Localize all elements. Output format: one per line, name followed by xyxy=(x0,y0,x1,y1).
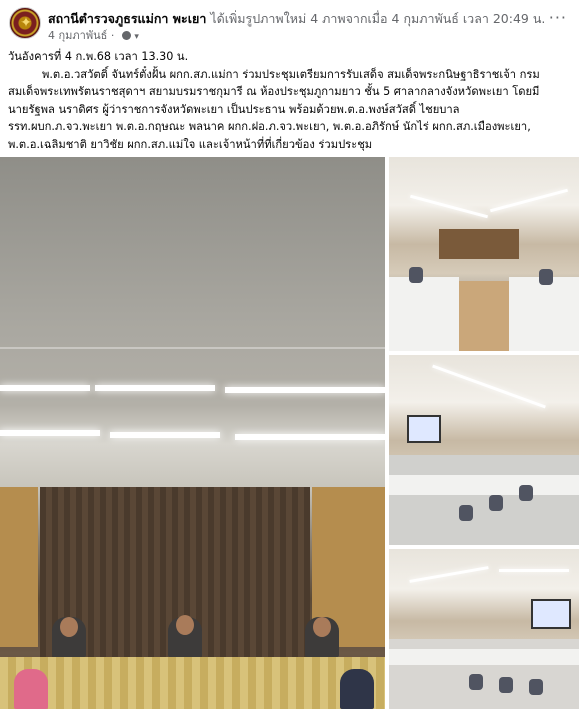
post-text-line: พ.ต.อ.เฉลิมชาติ ยาวิชัย ผกก.สภ.แม่ใจ และเจ้าหน้าที่ที่เกี่ยวข้อง ร่วมประชุม xyxy=(8,137,373,151)
wood-wall-panel xyxy=(0,487,38,647)
chair xyxy=(499,677,513,693)
chair xyxy=(409,267,423,283)
meeting-desk xyxy=(389,649,579,665)
chair xyxy=(489,495,503,511)
post-header xyxy=(0,0,579,44)
chair xyxy=(539,269,553,285)
ceiling-light xyxy=(225,387,385,393)
post-date-link[interactable]: 4 กุมภาพันธ์ xyxy=(48,29,108,42)
police-badge-icon: ✦ xyxy=(20,15,32,31)
ceiling-light xyxy=(490,189,568,213)
attendee-head xyxy=(176,615,194,635)
post-text-line: พ.ต.อ.วสวัตติ์ จันทร์ตั๋งฝั้น ผกก.สภ.แม่กา ร่วมประชุมเตรียมการรับเสด็จ สมเด็จพระกนิษฐาธิราชเจ้า กรม xyxy=(42,67,540,81)
ceiling-light xyxy=(432,365,546,409)
floor xyxy=(389,455,579,545)
ceiling-detail xyxy=(0,347,385,349)
chair xyxy=(529,679,543,695)
projector-screen xyxy=(531,599,571,629)
post-text-line: วันอังคารที่ 4 ก.พ.68 เวลา 13.30 น. xyxy=(8,50,189,63)
photo-grid xyxy=(0,157,579,709)
ceiling-light xyxy=(235,434,385,440)
meeting-desk xyxy=(389,475,579,495)
meeting-desk xyxy=(509,277,579,351)
ceiling-light xyxy=(499,569,569,572)
photo-side-2[interactable] xyxy=(389,355,579,545)
post-action-text: ได้เพิ่มรูปภาพใหม่ 4 ภาพจากเมื่อ 4 กุมภาพันธ์ เวลา 20:49 น. xyxy=(210,11,546,26)
chair xyxy=(459,505,473,521)
attendee xyxy=(340,669,374,709)
meta-separator: · xyxy=(110,29,115,42)
ceiling-light xyxy=(95,385,215,391)
post-meta xyxy=(48,26,139,44)
meeting-desk xyxy=(389,277,459,351)
ceiling-light xyxy=(409,566,488,583)
globe-icon xyxy=(122,31,131,40)
chair xyxy=(469,674,483,690)
head-table xyxy=(0,657,385,709)
page-avatar[interactable] xyxy=(9,7,41,39)
attendee-head xyxy=(60,617,78,637)
page-name-link[interactable]: สถานีตำรวจภูธรแม่กา พะเยา xyxy=(48,11,207,26)
chevron-down-icon[interactable]: ▾ xyxy=(134,32,139,42)
ceiling-light xyxy=(0,385,90,391)
attendee xyxy=(14,669,48,709)
photo-main-meeting-room[interactable] xyxy=(0,157,385,709)
attendee-head xyxy=(313,617,331,637)
post-text-line: นายรัฐพล นราดิศร ผู้ว่าราชการจังหวัดพะเยา เป็นประธาน พร้อมด้วยพ.ต.อ.พงษ์สวัสดิ์ ไชยบาล xyxy=(8,102,460,116)
post-text-line: สมเด็จพระเทพรัตนราชสุดาฯ สยามบรมราชกุมารี ณ ห้องประชุมภูกามยาว ชั้น 5 ศาลากลางจังหวัดพะเยา โดยมี xyxy=(8,85,540,99)
photo-side-3[interactable] xyxy=(389,549,579,709)
post-text-line: รรท.ผบก.ภ.จว.พะเยา พ.ต.อ.กฤษณะ พลนาค ผกก.ฝอ.ภ.จว.พะเยา, พ.ต.อ.อภิรักษ์ นักไร่ ผกก.สภ.เมืองพะเยา, xyxy=(8,120,531,134)
chair xyxy=(519,485,533,501)
projector-screen xyxy=(407,415,441,443)
more-options-button[interactable]: ··· xyxy=(548,8,567,27)
ceiling-light xyxy=(110,432,220,438)
ceiling-light xyxy=(410,195,488,219)
stage-area xyxy=(439,229,519,259)
ceiling-light xyxy=(0,430,100,436)
photo-side-1[interactable] xyxy=(389,157,579,351)
post-body-text xyxy=(8,48,574,154)
